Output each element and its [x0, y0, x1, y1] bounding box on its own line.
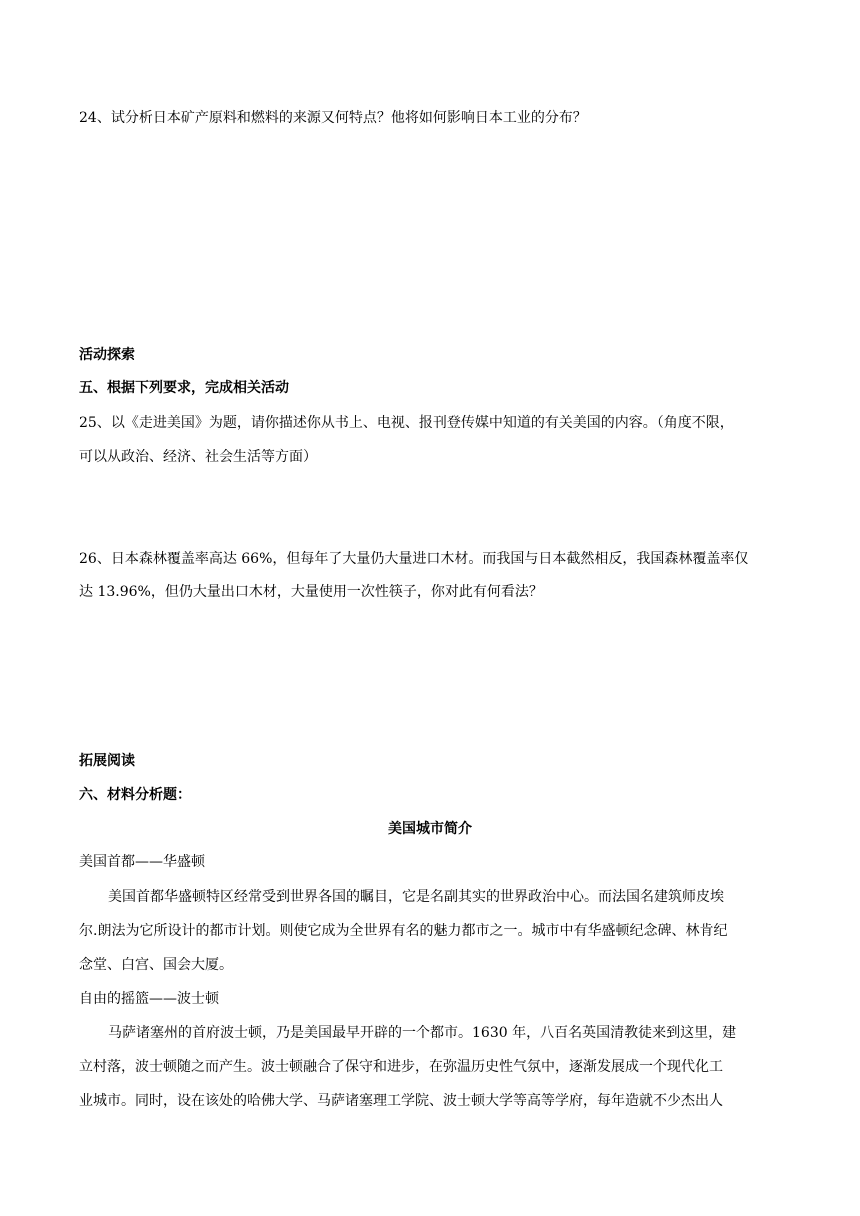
question-26-line-2: 达 13.96%，但仍大量出口木材，大量使用一次性筷子，你对此有何看法？ — [79, 584, 543, 600]
washington-paragraph-line-3: 念堂、白宫、国会大厦。 — [79, 957, 233, 973]
question-25-line-1: 25、以《走进美国》为题，请你描述你从书上、电视、报刊登传媒中知道的有关美国的内容。（角度不限， — [79, 415, 734, 431]
washington-paragraph-line-1: 美国首都华盛顿特区经常受到世界各国的瞩目，它是名副其实的世界政治中心。而法国名建筑师皮埃 — [108, 889, 724, 905]
question-24: 24、试分析日本矿产原料和燃料的来源又何特点？他将如何影响日本工业的分布？ — [79, 110, 587, 126]
section-heading-activity: 活动探索 — [79, 347, 135, 363]
washington-paragraph-line-2: 尔.朗法为它所设计的都市计划。则使它成为全世界有名的魅力都市之一。城市中有华盛顿纪念碑、林肯纪 — [79, 923, 728, 939]
section-subheading-five: 五、根据下列要求，完成相关活动 — [79, 380, 289, 396]
boston-paragraph-line-3: 业城市。同时，设在该处的哈佛大学、马萨诸塞理工学院、波士顿大学等高等学府，每年造就不少杰出人 — [79, 1093, 723, 1109]
question-25-line-2: 可以从政治、经济、社会生活等方面） — [79, 449, 317, 465]
boston-title: 自由的摇篮——波士顿 — [79, 991, 219, 1007]
section-heading-reading: 拓展阅读 — [79, 753, 135, 769]
question-26-line-1: 26、日本森林覆盖率高达 66%，但每年了大量仍大量进口木材。而我国与日本截然相反，我国森林覆盖率仅 — [79, 551, 749, 567]
article-title: 美国城市简介 — [388, 821, 472, 837]
washington-title: 美国首都——华盛顿 — [79, 854, 205, 870]
section-subheading-six: 六、材料分析题： — [79, 787, 191, 803]
boston-paragraph-line-1: 马萨诸塞州的首府波士顿，乃是美国最早开辟的一个都市。1630 年，八百名英国清教徒来到这里，建 — [108, 1025, 737, 1041]
boston-paragraph-line-2: 立村落，波士顿随之而产生。波士顿融合了保守和进步，在弥温历史性气氛中，逐渐发展成一个现代化工 — [79, 1059, 723, 1075]
